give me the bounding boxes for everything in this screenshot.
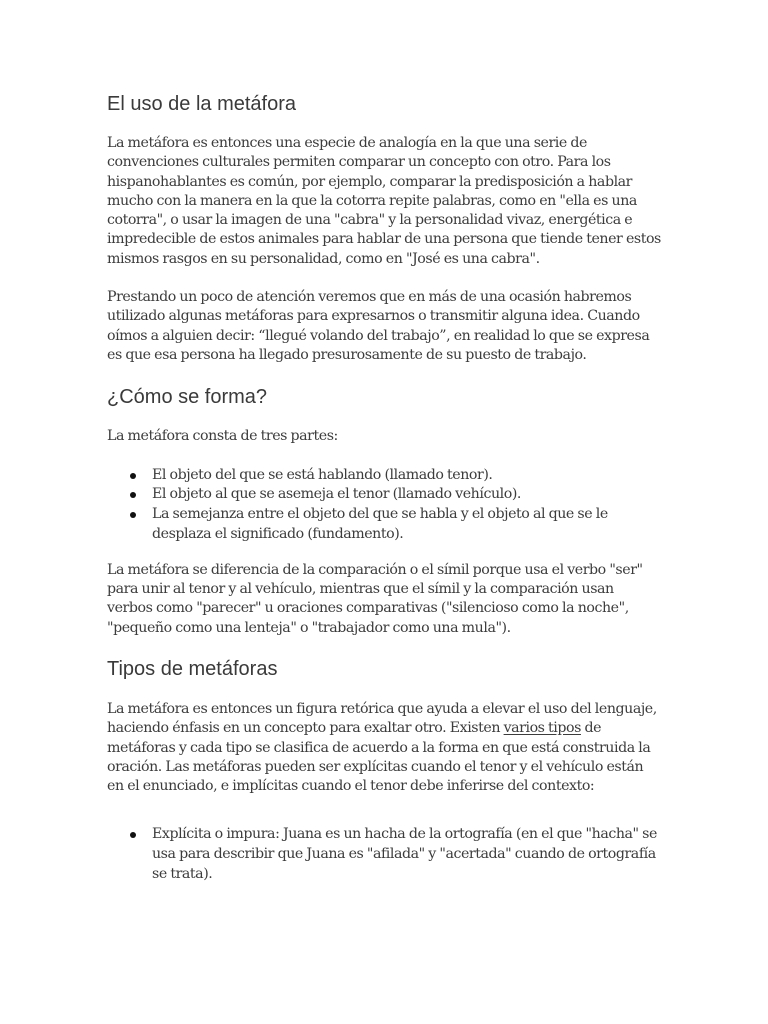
heading-tipos-de-metaforas: Tipos de metáforas [107,657,278,680]
article [107,92,662,885]
paragraph-figura-retorica [107,700,662,796]
paragraph-text-start: La metáfora es entonces un figura retórica que ayuda a elevar el uso del lenguaje, haciendo énfasis en un concepto para exaltar otro. Existen [107,700,657,737]
list-item [107,466,662,486]
heading-uso-de-la-metafora: El uso de la metáfora [107,93,296,115]
bullet-icon [130,512,136,518]
bullet-icon [130,492,136,498]
bullet-icon [130,832,136,838]
parts-list [107,466,662,545]
varios-tipos-link[interactable]: varios tipos [503,720,581,737]
types-list [107,825,662,884]
list-item [107,505,662,545]
list-item-text: El objeto al que se asemeja el tenor (llamado vehículo). [152,486,521,503]
list-item-text: El objeto del que se está hablando (llamado tenor). [152,466,493,483]
heading-como-se-forma: ¿Cómo se forma? [107,386,268,409]
bullet-icon [130,473,136,479]
paragraph-atencion: Prestando un poco de atención veremos que en más de una ocasión habremos utilizado algunas metáforas para expresarnos o transmitir alguna idea. Cuando oímos a alguien decir: “llegué volando del trabajo”, en realidad lo que se expresa es que esa persona ha llegado presurosamente de su puesto de trabajo. [107,289,650,363]
list-item [107,825,662,884]
list-item-text: La semejanza entre el objeto del que se habla y el objeto al que se le desplaza el significado (fundamento). [152,506,608,542]
paragraph-diferencia: La metáfora se diferencia de la comparación o el símil porque usa el verbo "ser" para unir al tenor y al vehículo, mientras que el símil y la comparación usan verbos como "parecer" u oraciones comparativas ("silencioso como la noche", "pequeño como una lenteja" o "trabajador como una mula"). [107,561,643,636]
paragraph-tres-partes: La metáfora consta de tres partes: [107,428,338,445]
list-item [107,485,662,505]
list-item-text: Explícita o impura: Juana es un hacha de la ortografía (en el que "hacha" se usa para describir que Juana es "afilada" y "acertada" cuando de ortografía se trata). [152,826,657,883]
paragraph-definicion: La metáfora es entonces una especie de analogía en la que una serie de convenciones culturales permiten comparar un concepto con otro. Para los hispanohablantes es común, por ejemplo, comparar la predisposición a hablar mucho con la manera en la que la cotorra repite palabras, como en "ella es una cotorra", o usar la imagen de una "cabra" y la personalidad vivaz, energética e impredecible de estos animales para hablar de una persona que tiende tener estos mismos rasgos en su personalidad, como en "José es una cabra". [107,135,661,267]
paragraph-text-end: de metáforas y cada tipo se clasifica de acuerdo a la forma en que está construida la oración. Las metáforas pueden ser explícitas cuando el tenor y el vehículo están en el enunciado, e implícitas cuando el tenor debe inferirse del contexto: [107,720,651,795]
